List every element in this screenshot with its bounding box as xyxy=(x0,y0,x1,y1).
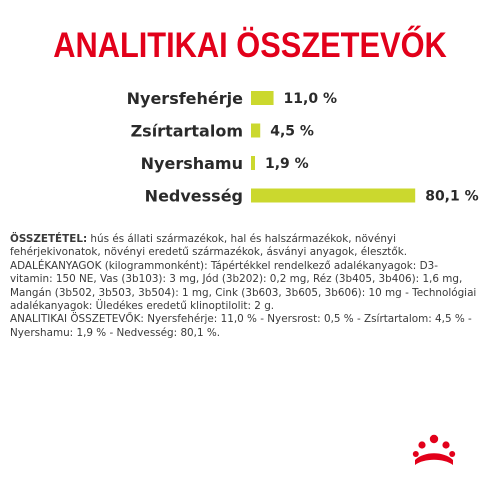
bar xyxy=(251,156,255,170)
composition-body: hús és állati származékok, hal és halszármazékok, növényi fehérjekivonatok, növényi eredetű származékok, ásványi anyagok, élesztők. xyxy=(10,233,408,259)
bar xyxy=(251,124,260,138)
category-label: Nyersfehérje xyxy=(126,89,243,108)
category-label: Zsírtartalom xyxy=(130,121,243,141)
value-label: 80,1 % xyxy=(425,188,479,205)
bar xyxy=(251,91,274,105)
value-label: 4,5 % xyxy=(270,123,314,140)
composition-bar-chart xyxy=(0,80,500,220)
bar xyxy=(251,189,415,203)
category-label: Nyershamu xyxy=(140,154,243,173)
composition-heading: ÖSSZETÉTEL: xyxy=(10,233,88,245)
composition-text xyxy=(10,233,480,340)
composition-paragraph xyxy=(10,233,480,260)
value-label: 1,9 % xyxy=(265,156,309,172)
additives-paragraph: ADALÉKANYAGOK (kilogrammonként): Tápértékkel rendelkező adalékanyagok: D3-vitamin: 150 NE, Vas (3b103): 3 mg, Jód (3b202): 0,2 mg, Réz (3b405, 3b406): 1,6 mg, Mangán (3b502, 3b503, 3b504): 1 mg, Cink (3b603, 3b605, 3b606): 10 mg - Technológiai adalékanyagok: Üledékes eredetű klinoptilolit: 2 g. xyxy=(10,259,477,313)
value-label: 11,0 % xyxy=(283,91,338,107)
crown-icon xyxy=(413,435,455,465)
page-title: ANALITIKAI ÖSSZETEVŐK xyxy=(53,26,447,65)
category-label: Nedvesség xyxy=(144,186,243,206)
analytical-paragraph: ANALITIKAI ÖSSZETEVŐK: Nyersfehérje: 11,0 % - Nyersrost: 0,5 % - Zsírtartalom: 4,5 % - Nyershamu: 1,9 % - Nedvesség: 80,1 %. xyxy=(10,313,472,339)
royal-canin-crown-logo xyxy=(412,432,456,468)
